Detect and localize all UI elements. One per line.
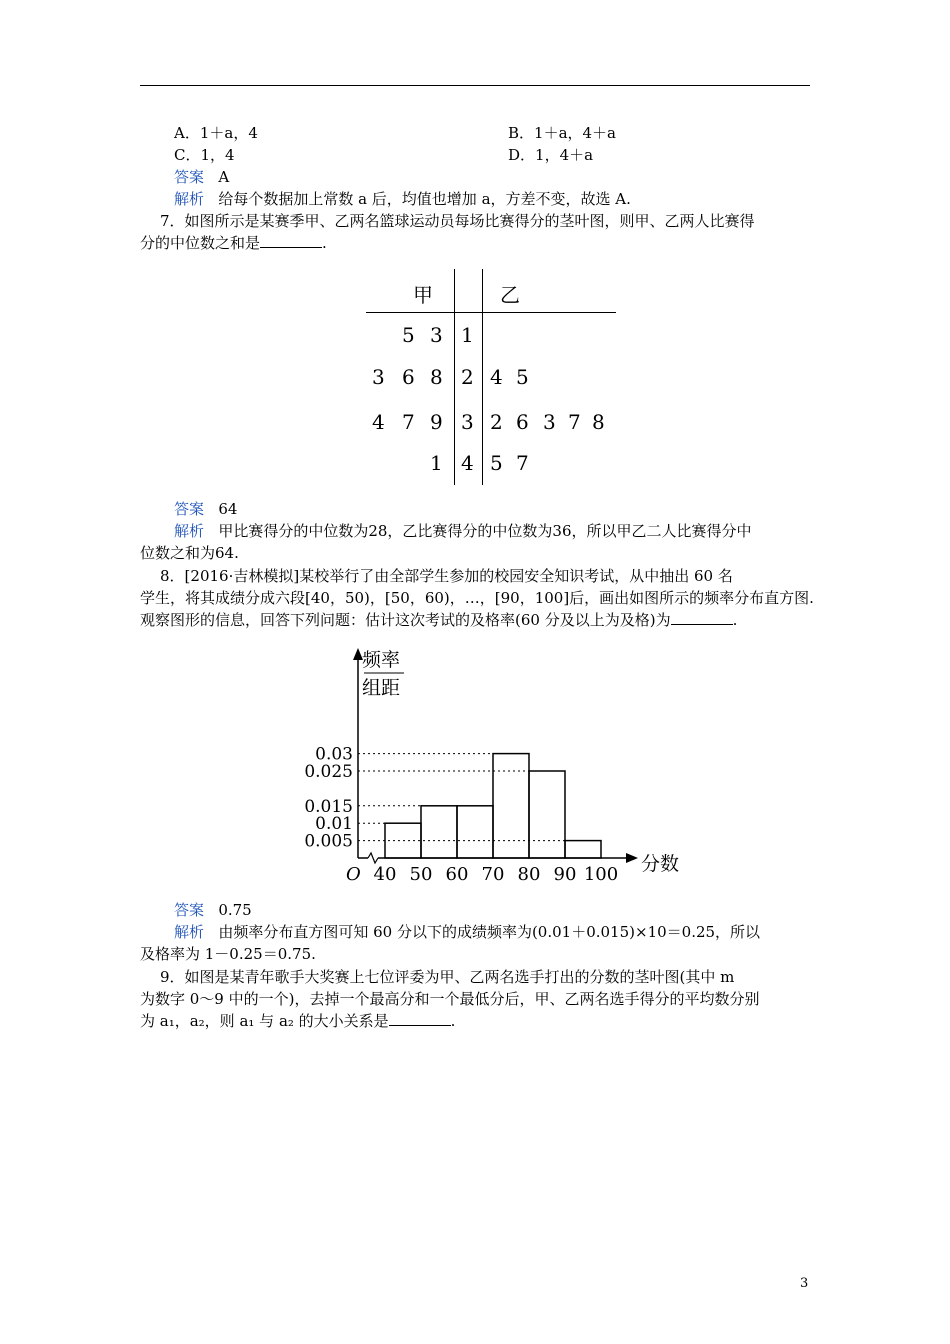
leaf-left: 8 [430,365,443,389]
q6-choice-b: B．1＋a，4＋a [508,124,616,142]
stem-value: 3 [461,410,474,434]
q8-answer [174,900,252,920]
leaf-left: 3 [372,365,385,389]
histogram-bar [421,806,457,858]
q9-stem-line3 [140,1011,455,1031]
leaf-right: 8 [592,410,605,434]
leaf-left: 7 [402,410,415,434]
answer-value: 0.75 [218,901,252,919]
q8-stem-text: 观察图形的信息，回答下列问题：估计这次考试的及格率(60 分及以上为及格)为 [140,611,671,629]
header-rule [140,85,810,86]
y-tick-label: 0.005 [304,831,353,852]
x-tick-label: 50 [409,864,433,885]
q7-stem-line2 [140,233,327,253]
x-axis-label: 分数 [641,853,680,875]
stem-value: 1 [461,323,474,347]
leaf-right: 4 [490,365,503,389]
stemleaf-divider-left [454,269,455,485]
page-number: 3 [800,1276,809,1291]
q7-stem-line1: 7．如图所示是某赛季甲、乙两名篮球运动员每场比赛得分的茎叶图，则甲、乙两人比赛得 [160,212,755,230]
y-tick-label: 0.01 [315,814,353,835]
leaf-left: 3 [430,323,443,347]
leaf-left: 6 [402,365,415,389]
stemleaf-header-rule [366,312,616,313]
histogram-bar [457,806,493,858]
q7-stem-end: . [322,234,327,252]
q9-stem-end: . [450,1012,456,1030]
answer-label: 答案 [174,168,205,186]
q6-answer [174,167,229,187]
analysis-text: 给每个数据加上常数 a 后，均值也增加 a，方差不变，故选 A. [218,190,631,208]
frequency-histogram [300,640,700,890]
stemleaf-header-left: 甲 [413,283,433,307]
origin-label: O [346,864,361,885]
x-tick-label: 90 [553,864,577,885]
leaf-right: 5 [490,451,503,475]
y-tick-label: 0.03 [315,744,353,765]
answer-blank [260,233,322,248]
y-tick-label: 0.015 [304,796,353,817]
stemleaf-divider-right [482,269,483,485]
leaf-left: 5 [402,323,415,347]
q7-stem-text: 分的中位数之和是 [140,234,261,252]
leaf-right: 5 [516,365,529,389]
stem-leaf-plot [360,265,620,495]
q6-choice-a: A．1＋a，4 [174,124,258,142]
analysis-text: 甲比赛得分的中位数为28，乙比赛得分的中位数为36，所以甲乙二人比赛得分中 [218,522,752,540]
q8-stem-line1: 8．[2016·吉林模拟]某校举行了由全部学生参加的校园安全知识考试，从中抽出 60 名 [160,567,733,585]
q8-stem-line2: 学生，将其成绩分成六段[40，50)，[50，60)，…，[90，100]后，画出如图所示的频率分布直方图. [140,589,814,607]
leaf-left: 9 [430,410,443,434]
q6-analysis [174,189,631,209]
q8-stem-end: . [732,611,738,629]
stemleaf-header-right: 乙 [500,283,520,307]
q6-choice-c: C．1，4 [174,146,235,164]
x-tick-label: 100 [583,864,619,885]
q9-stem-text: 为 a₁，a₂，则 a₁ 与 a₂ 的大小关系是 [140,1012,389,1030]
x-tick-label: 60 [445,864,469,885]
x-tick-label: 70 [481,864,505,885]
histogram-bar [493,754,529,858]
answer-blank [671,610,733,625]
q6-choice-d: D．1，4＋a [508,146,594,164]
stem-value: 2 [461,365,474,389]
x-axis-arrow [626,853,638,863]
q7-analysis-line2: 位数之和为64. [140,544,239,562]
leaf-left: 1 [430,451,443,475]
histogram-bar [529,771,565,858]
analysis-label: 解析 [174,923,205,941]
leaf-right: 7 [516,451,529,475]
answer-blank [389,1011,451,1026]
q9-stem-line1: 9．如图是某青年歌手大奖赛上七位评委为甲、乙两名选手打出的分数的茎叶图(其中 m [160,968,735,986]
q7-analysis-line1 [174,521,752,541]
answer-label: 答案 [174,500,205,518]
answer-label: 答案 [174,901,205,919]
q8-stem-line3 [140,610,737,630]
analysis-label: 解析 [174,522,205,540]
y-tick-label: 0.025 [304,762,353,782]
answer-value: A [218,168,230,186]
analysis-text: 由频率分布直方图可知 60 分以下的成绩频率为(0.01＋0.015)×10＝0.25，所以 [218,923,761,941]
leaf-left: 4 [372,410,385,434]
analysis-label: 解析 [174,190,205,208]
answer-value: 64 [218,500,238,518]
y-axis-label-top: 频率 [362,649,401,671]
q9-stem-line2: 为数字 0～9 中的一个)，去掉一个最高分和一个最低分后，甲、乙两名选手得分的平均数分别 [140,990,760,1008]
x-tick-label: 40 [373,864,397,885]
histogram-bar [565,841,601,858]
q8-analysis-line1 [174,922,760,942]
leaf-right: 3 [543,410,556,434]
q8-analysis-line2: 及格率为 1－0.25＝0.75. [140,945,316,963]
x-tick-label: 80 [517,864,541,885]
leaf-right: 7 [568,410,581,434]
leaf-right: 2 [490,410,503,434]
axis-break-mark [368,853,378,863]
y-axis-label-bottom: 组距 [362,677,401,699]
q7-answer [174,499,237,519]
leaf-right: 6 [516,410,529,434]
stem-value: 4 [461,451,474,475]
